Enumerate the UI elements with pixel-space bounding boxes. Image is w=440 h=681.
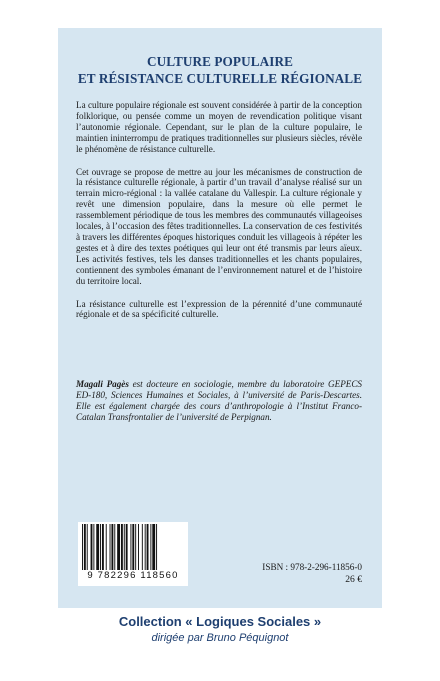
barcode-bar [130, 524, 131, 576]
author-bio [76, 379, 362, 423]
barcode-bar [147, 524, 149, 576]
barcode-bar [106, 524, 107, 576]
barcode-bar [142, 524, 143, 576]
barcode-bar [114, 524, 115, 576]
barcode-bar [96, 524, 99, 576]
author-name: Magali Pagès [76, 379, 129, 389]
barcode-bar [84, 524, 86, 576]
blue-panel [58, 28, 382, 608]
title-line-2: ET RÉSISTANCE CULTURELLE RÉGIONALE [77, 71, 363, 86]
author-bio-text: est docteure en sociologie, membre du laboratoire GEPECS ED-180, Sciences Humaines et Sociales, à l’université de Paris-Descartes. Elle est également chargée des cours d’anthropologie à l’Institut Franco-Catalan Transfrontalier de l’université de Perpignan. [76, 379, 362, 422]
barcode-bar [91, 524, 93, 576]
barcode-bar [93, 524, 94, 576]
blurb-paragraph: La résistance culturelle est l’expression de la pérennité d’une communauté régionale et de sa spécificité culturelle. [76, 298, 362, 320]
blurb [76, 100, 362, 332]
collection-director: dirigée par Bruno Péquignot [151, 632, 289, 644]
isbn: ISBN : 978-2-296-11856-0 [262, 562, 362, 572]
title-line-1: CULTURE POPULAIRE [147, 54, 293, 69]
barcode-bar [156, 524, 157, 576]
price: 26 € [345, 574, 362, 585]
barcode-bar [152, 524, 155, 576]
barcode-bar [102, 524, 104, 576]
barcode-bar [124, 524, 125, 576]
book-title [58, 53, 382, 87]
blurb-paragraph: La culture populaire régionale est souvent considérée à partir de la conception folklorique, ou pensée comme un moyen de revendication politique visant l’autonomie régionale. Cependant, sur le plan de la culture populaire, le maintien ininterrompu de pratiques traditionnelles sur plusieurs siècles, révèle le phénomène de résistance culturelle. [76, 100, 362, 154]
barcode-bar [82, 524, 83, 576]
barcode-bar [132, 524, 134, 576]
barcode-bar [110, 524, 111, 576]
blurb-paragraph: Cet ouvrage se propose de mettre au jour les mécanismes de construction de la résistance culturelle régionale, à partir d’un travail d’analyse réalisé sur un terrain micro-régional : la vallée catalane du Vallespir. La culture régionale y revêt une dimension populaire, dans la mesure où elle permet le rassemblement périodique de tous les membres des communautés villageoises locales, à l’occasion des fêtes traditionnelles. La conservation de ces festivités à travers les différentes époques historiques conduit les villageois à répéter les gestes et à dire des textes poétiques qui leur ont été transmis par leurs aïeux. Les activités festives, tels les danses traditionnelles et les chants populaires, contiennent des symboles émanant de l’environnement naturel et de l’histoire du territoire local. [76, 166, 362, 286]
barcode-bar [121, 524, 123, 576]
barcode-bar [100, 524, 101, 576]
collection-name: Collection « Logiques Sociales » [118, 614, 322, 629]
barcode-bar [126, 524, 128, 576]
barcode [78, 522, 188, 586]
barcode-bar [150, 524, 151, 576]
barcode-bar [87, 524, 88, 576]
barcode-bar [111, 524, 113, 576]
barcode-bar [138, 524, 139, 576]
barcode-bar [117, 524, 120, 576]
barcode-bar [145, 524, 146, 576]
barcode-digits: 9 782296 118560 [78, 570, 188, 581]
barcode-bar [135, 524, 136, 576]
